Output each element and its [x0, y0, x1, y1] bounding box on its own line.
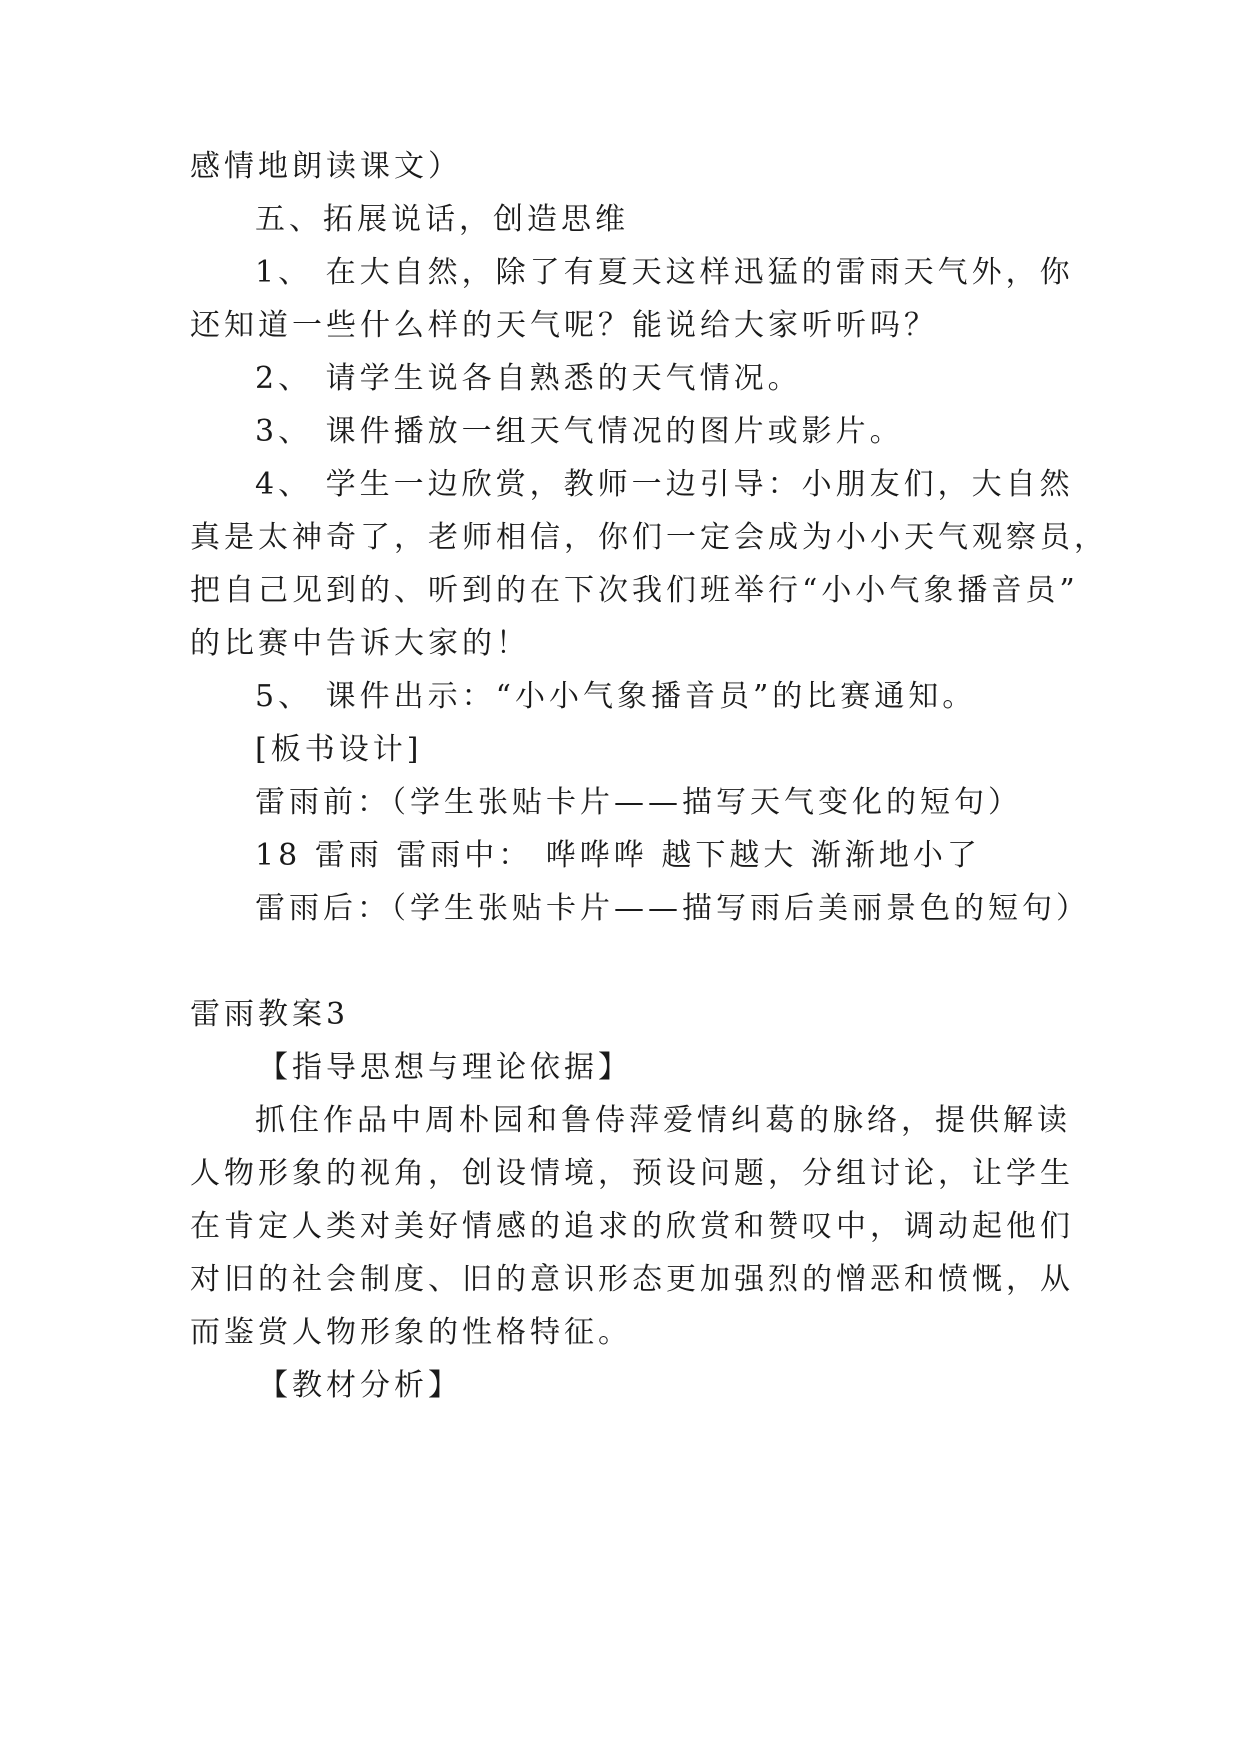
board-line: 18 雷雨 雷雨中： 哗哗哗 越下越大 渐渐地小了	[255, 838, 981, 873]
board-line: 雷雨前：（学生张贴卡片——描写天气变化的短句）	[255, 785, 1022, 820]
list-item: 2、 请学生说各自熟悉的天气情况。	[255, 361, 802, 396]
section-heading: 【指导思想与理论依据】	[258, 1050, 632, 1085]
paragraph-line: 把自己见到的、听到的在下次我们班举行“小小气象播音员”	[190, 573, 1079, 608]
section-heading: 五、拓展说话，创造思维	[255, 202, 629, 237]
paragraph-line: 感情地朗读课文）	[190, 149, 462, 184]
section-heading: [板书设计]	[255, 732, 423, 767]
list-item: 4、 学生一边欣赏，教师一边引导：小朋友们，大自然	[255, 467, 1074, 502]
paragraph-line: 抓住作品中周朴园和鲁侍萍爱情纠葛的脉络，提供解读	[255, 1103, 1071, 1138]
paragraph-line: 人物形象的视角，创设情境，预设问题，分组讨论，让学生	[190, 1156, 1074, 1191]
list-item: 1、 在大自然，除了有夏天这样迅猛的雷雨天气外，你	[255, 255, 1074, 290]
paragraph-line: 对旧的社会制度、旧的意识形态更加强烈的憎恶和愤慨，从	[190, 1262, 1074, 1297]
section-heading: 【教材分析】	[258, 1368, 462, 1403]
paragraph-line: 在肯定人类对美好情感的追求的欣赏和赞叹中，调动起他们	[190, 1209, 1074, 1244]
paragraph-line: 还知道一些什么样的天气呢？能说给大家听听吗？	[190, 308, 938, 343]
paragraph-line: 的比赛中告诉大家的！	[190, 626, 530, 661]
list-item: 5、 课件出示：“小小气象播音员”的比赛通知。	[255, 679, 977, 714]
paragraph-line: 而鉴赏人物形象的性格特征。	[190, 1315, 632, 1350]
board-line: 雷雨后：（学生张贴卡片——描写雨后美丽景色的短句）	[255, 891, 1090, 926]
paragraph-line: 真是太神奇了，老师相信，你们一定会成为小小天气观察员，	[190, 520, 1108, 555]
list-item: 3、 课件播放一组天气情况的图片或影片。	[255, 414, 904, 449]
document-title: 雷雨教案3	[190, 997, 350, 1032]
